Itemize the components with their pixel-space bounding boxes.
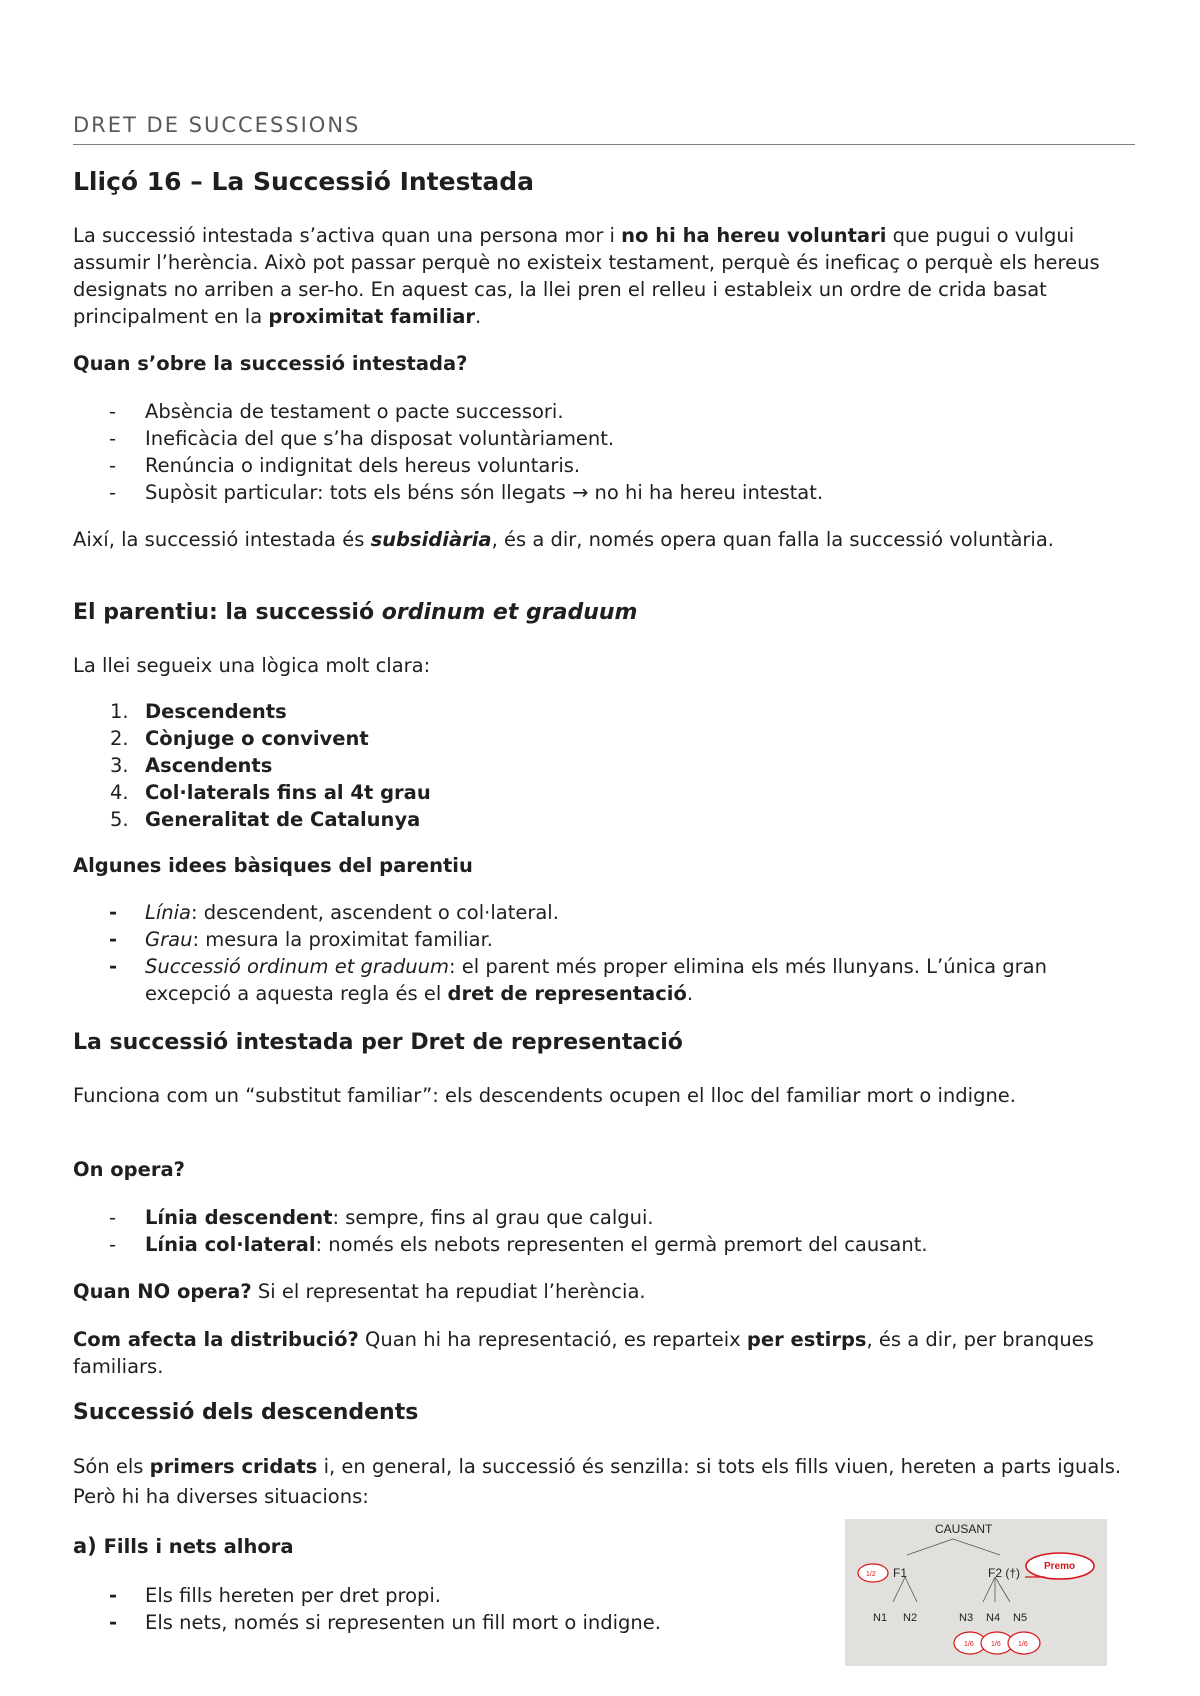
order-number: 3.: [110, 754, 129, 777]
list-item-text: Ineficàcia del que s’ha disposat voluntàriament.: [145, 427, 615, 450]
tree-share-n5: 1/6: [1018, 1641, 1028, 1648]
representacio-heading: La successió intestada per Dret de representació: [73, 1030, 683, 1055]
list-item: [73, 953, 1135, 1007]
order-label: Cònjuge o convivent: [145, 727, 369, 750]
basics-term: Grau: [145, 928, 193, 951]
section-header: DRET DE SUCCESSIONS: [73, 112, 1135, 145]
basics-term: Línia: [145, 901, 192, 924]
dash-bullet: -: [109, 928, 118, 951]
tree-node-n5: N5: [1013, 1612, 1028, 1624]
family-tree-diagram: [845, 1519, 1107, 1666]
subsection-letter: a): [73, 1534, 97, 1558]
where-text: : només els nebots representen el germà premort del causant.: [315, 1233, 928, 1256]
basics-term: Successió ordinum et graduum: [145, 955, 449, 978]
page-title: Lliçó 16 – La Successió Intestada: [73, 167, 535, 196]
tree-node-n4: N4: [986, 1612, 1001, 1624]
descendents-list: [73, 1582, 833, 1636]
subsection-title: Fills i nets alhora: [96, 1535, 294, 1558]
tree-share-f1: 1/2: [866, 1571, 876, 1578]
opens-list: [73, 398, 1135, 506]
dash-bullet: -: [109, 481, 117, 504]
list-item-text: Els fills hereten per dret propi.: [145, 1584, 442, 1607]
subsidiary-paragraph: [73, 526, 1135, 553]
order-item: [73, 698, 1135, 725]
where-term: Línia col·lateral: [145, 1233, 316, 1256]
dash-bullet: -: [109, 1233, 117, 1256]
subsidiary-text-1: Així, la successió intestada és: [73, 528, 371, 551]
order-number: 1.: [110, 700, 129, 723]
order-label: Descendents: [145, 700, 287, 723]
basics-list: [73, 899, 1135, 1007]
order-number: 5.: [110, 808, 129, 831]
order-list: [73, 698, 1135, 833]
tree-share-n4: 1/6: [991, 1641, 1001, 1648]
descendents-text-1: Són els: [73, 1455, 150, 1478]
order-label: Ascendents: [145, 754, 273, 777]
list-item: [73, 926, 1135, 953]
list-item-text: Els nets, només si representen un fill mort o indigne.: [145, 1611, 661, 1634]
intro-bold-1: no hi ha hereu voluntari: [621, 224, 887, 247]
descendents-heading: Successió dels descendents: [73, 1400, 419, 1425]
dash-bullet: -: [109, 1206, 117, 1229]
where-heading: On opera?: [73, 1158, 185, 1181]
tree-root-label: CAUSANT: [935, 1522, 993, 1536]
distribution-text-1: Quan hi ha representació, es reparteix: [358, 1328, 747, 1351]
descendents-bold: primers cridats: [149, 1455, 318, 1478]
descendents-paragraph: [73, 1452, 1135, 1512]
basics-bold: dret de representació: [447, 982, 687, 1005]
dash-bullet: -: [109, 427, 117, 450]
dash-bullet: -: [109, 955, 118, 978]
parentiu-heading: [73, 598, 1135, 628]
order-item: [73, 806, 1135, 833]
subsection-a-heading: [73, 1533, 833, 1560]
not-operates-question: Quan NO opera?: [73, 1280, 252, 1303]
tree-node-n3: N3: [959, 1612, 974, 1624]
list-item: [73, 899, 1135, 926]
subsidiary-text-2: , és a dir, només opera quan falla la successió voluntària.: [491, 528, 1054, 551]
order-label: Col·laterals fins al 4t grau: [145, 781, 431, 804]
dash-bullet: -: [109, 454, 117, 477]
distribution-text-2: , és a dir, per branques familiars.: [73, 1328, 1094, 1378]
subsidiary-term: subsidiària: [370, 528, 492, 551]
parentiu-heading-text: El parentiu: la successió: [73, 600, 382, 625]
descendents-text-2: i, en general, la successió és senzilla: si tots els fills viuen, hereten a parts iguals. Però hi ha diverses situacions:: [73, 1455, 1122, 1508]
order-number: 2.: [110, 727, 129, 750]
list-item: [73, 1582, 833, 1609]
dash-bullet: -: [109, 901, 118, 924]
tree-share-n3: 1/6: [964, 1641, 974, 1648]
family-tree-figure: [845, 1519, 1107, 1666]
basics-text: : mesura la proximitat familiar.: [192, 928, 493, 951]
basics-heading: Algunes idees bàsiques del parentiu: [73, 854, 473, 877]
opens-heading: Quan s’obre la successió intestada?: [73, 352, 468, 375]
intro-text-3: .: [475, 305, 482, 328]
list-item: [73, 425, 1135, 452]
list-item-text: Renúncia o indignitat dels hereus voluntaris.: [145, 454, 581, 477]
intro-paragraph: [73, 222, 1135, 330]
order-item: [73, 725, 1135, 752]
not-operates-answer: Si el representat ha repudiat l’herència.: [251, 1280, 646, 1303]
list-item: [73, 1231, 1135, 1258]
order-number: 4.: [110, 781, 129, 804]
basics-text: : el parent més proper elimina els més llunyans. L’única gran excepció a aquesta regla és el: [145, 955, 1047, 1005]
dash-bullet: -: [109, 1611, 118, 1634]
where-term: Línia descendent: [145, 1206, 333, 1229]
tree-node-n1: N1: [873, 1612, 888, 1624]
parentiu-intro: La llei segueix una lògica molt clara:: [73, 654, 431, 677]
order-item: [73, 779, 1135, 806]
intro-text-1: La successió intestada s’activa quan una persona mor i: [73, 224, 622, 247]
order-label: Generalitat de Catalunya: [145, 808, 421, 831]
distribution-paragraph: [73, 1326, 1135, 1380]
representacio-intro: Funciona com un “substitut familiar”: els descendents ocupen el lloc del familiar mort o indigne.: [73, 1084, 1016, 1107]
dash-bullet: -: [109, 1584, 118, 1607]
list-item: [73, 452, 1135, 479]
basics-end: .: [686, 982, 694, 1005]
dash-bullet: -: [109, 400, 117, 423]
list-item-text: Supòsit particular: tots els béns són llegats → no hi ha hereu intestat.: [145, 481, 824, 504]
where-text: : sempre, fins al grau que calgui.: [332, 1206, 654, 1229]
order-item: [73, 752, 1135, 779]
list-item: [73, 1609, 833, 1636]
list-item: [73, 1204, 1135, 1231]
list-item-text: Absència de testament o pacte successori.: [145, 400, 564, 423]
basics-text: : descendent, ascendent o col·lateral.: [191, 901, 559, 924]
distribution-bold: per estirps: [746, 1328, 867, 1351]
list-item: [73, 398, 1135, 425]
intro-text-2: que pugui o vulgui assumir l’herència. Això pot passar perquè no existeix testament, perquè és ineficaç o perquè els hereus designats no arriben a ser-ho. En aquest cas, la llei pren el relleu i estableix un ordre de crida basat principalment en la: [73, 224, 1100, 328]
list-item: [73, 479, 1135, 506]
distribution-question: Com afecta la distribució?: [73, 1328, 359, 1351]
tree-premo-label: Premo: [1044, 1561, 1076, 1572]
intro-bold-2: proximitat familiar: [268, 305, 475, 328]
parentiu-heading-italic: ordinum et graduum: [381, 600, 638, 625]
tree-node-f1: F1: [893, 1566, 908, 1580]
tree-node-f2: F2 (†): [988, 1566, 1021, 1580]
where-list: [73, 1204, 1135, 1258]
not-operates-paragraph: [73, 1278, 1135, 1305]
tree-node-n2: N2: [903, 1612, 918, 1624]
